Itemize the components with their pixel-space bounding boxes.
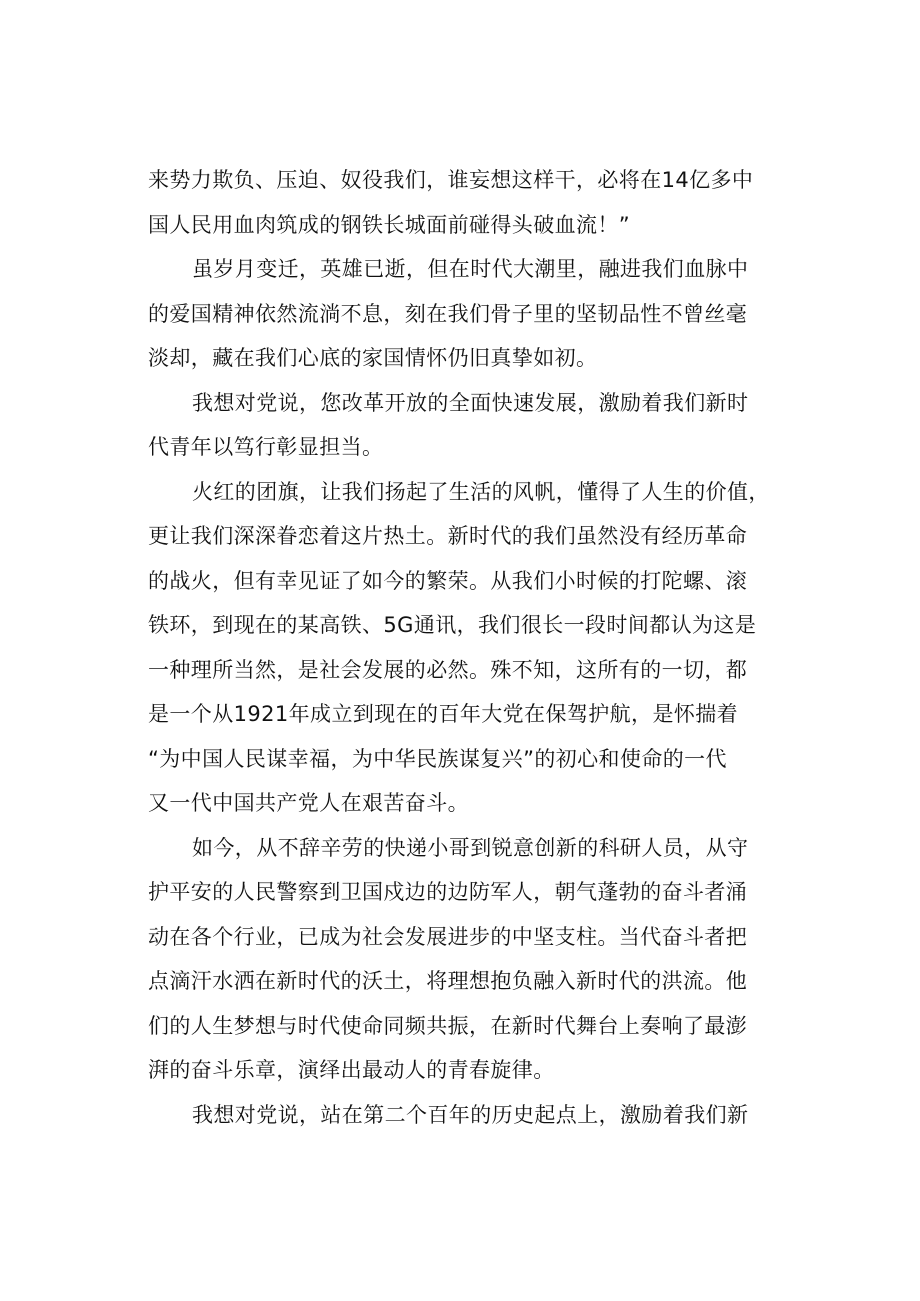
text-line: 虽岁月变迁，英雄已逝，但在时代大潮里，融进我们血脉中 [192, 257, 749, 281]
text-line: “为中国人民谋幸福，为中华民族谋复兴”的初心和使命的一代 [148, 746, 727, 771]
paragraph [148, 826, 808, 1093]
paragraph [148, 158, 808, 247]
text-line: 来势力欺负、压迫、奴役我们，谁妄想这样干，必将在14亿多中 [148, 168, 754, 192]
text-line: 又一代中国共产党人在艰苦奋斗。 [148, 791, 469, 815]
paragraph [148, 247, 808, 381]
text-line: 点滴汗水洒在新时代的沃土，将理想抱负融入新时代的洪流。他 [148, 969, 748, 993]
text-line: 的战火，但有幸见证了如今的繁荣。从我们小时候的打陀螺、滚 [148, 568, 748, 593]
text-line: 铁环，到现在的某高铁、5G通讯，我们很长一段时间都认为这是 [148, 613, 757, 637]
paragraph [148, 381, 808, 470]
text-line: 火红的团旗，让我们扬起了生活的风帆，懂得了人生的价值， [192, 479, 770, 504]
text-line: 如今，从不辞辛劳的快递小哥到锐意创新的科研人员，从守 [192, 835, 749, 860]
text-line: 更让我们深深眷恋着这片热土。新时代的我们虽然没有经历革命 [148, 524, 748, 548]
paragraph [148, 470, 808, 826]
text-line: 我想对党说，您改革开放的全面快速发展，激励着我们新时 [192, 390, 749, 415]
document-body [148, 158, 808, 1137]
text-line: 我想对党说，站在第二个百年的历史起点上，激励着我们新 [192, 1102, 749, 1127]
text-line: 湃的奋斗乐章，演绎出最动人的青春旋律。 [148, 1058, 555, 1082]
text-line: 动在各个行业，已成为社会发展进步的中坚支柱。当代奋斗者把 [148, 924, 748, 949]
text-line: 国人民用血肉筑成的钢铁长城面前碰得头破血流！” [148, 212, 631, 237]
text-line: 淡却，藏在我们心底的家国情怀仍旧真挚如初。 [148, 346, 598, 370]
text-line: 们的人生梦想与时代使命同频共振，在新时代舞台上奏响了最澎 [148, 1013, 748, 1038]
text-line: 一种理所当然，是社会发展的必然。殊不知，这所有的一切，都 [148, 657, 748, 682]
text-line: 是一个从1921年成立到现在的百年大党在保驾护航，是怀揣着 [148, 702, 739, 726]
text-line: 代青年以笃行彰显担当。 [148, 435, 384, 459]
text-line: 护平安的人民警察到卫国戍边的边防军人，朝气蓬勃的奋斗者涌 [148, 880, 748, 904]
text-line: 的爱国精神依然流淌不息，刻在我们骨子里的坚韧品性不曾丝毫 [148, 301, 748, 326]
paragraph [148, 1093, 808, 1138]
